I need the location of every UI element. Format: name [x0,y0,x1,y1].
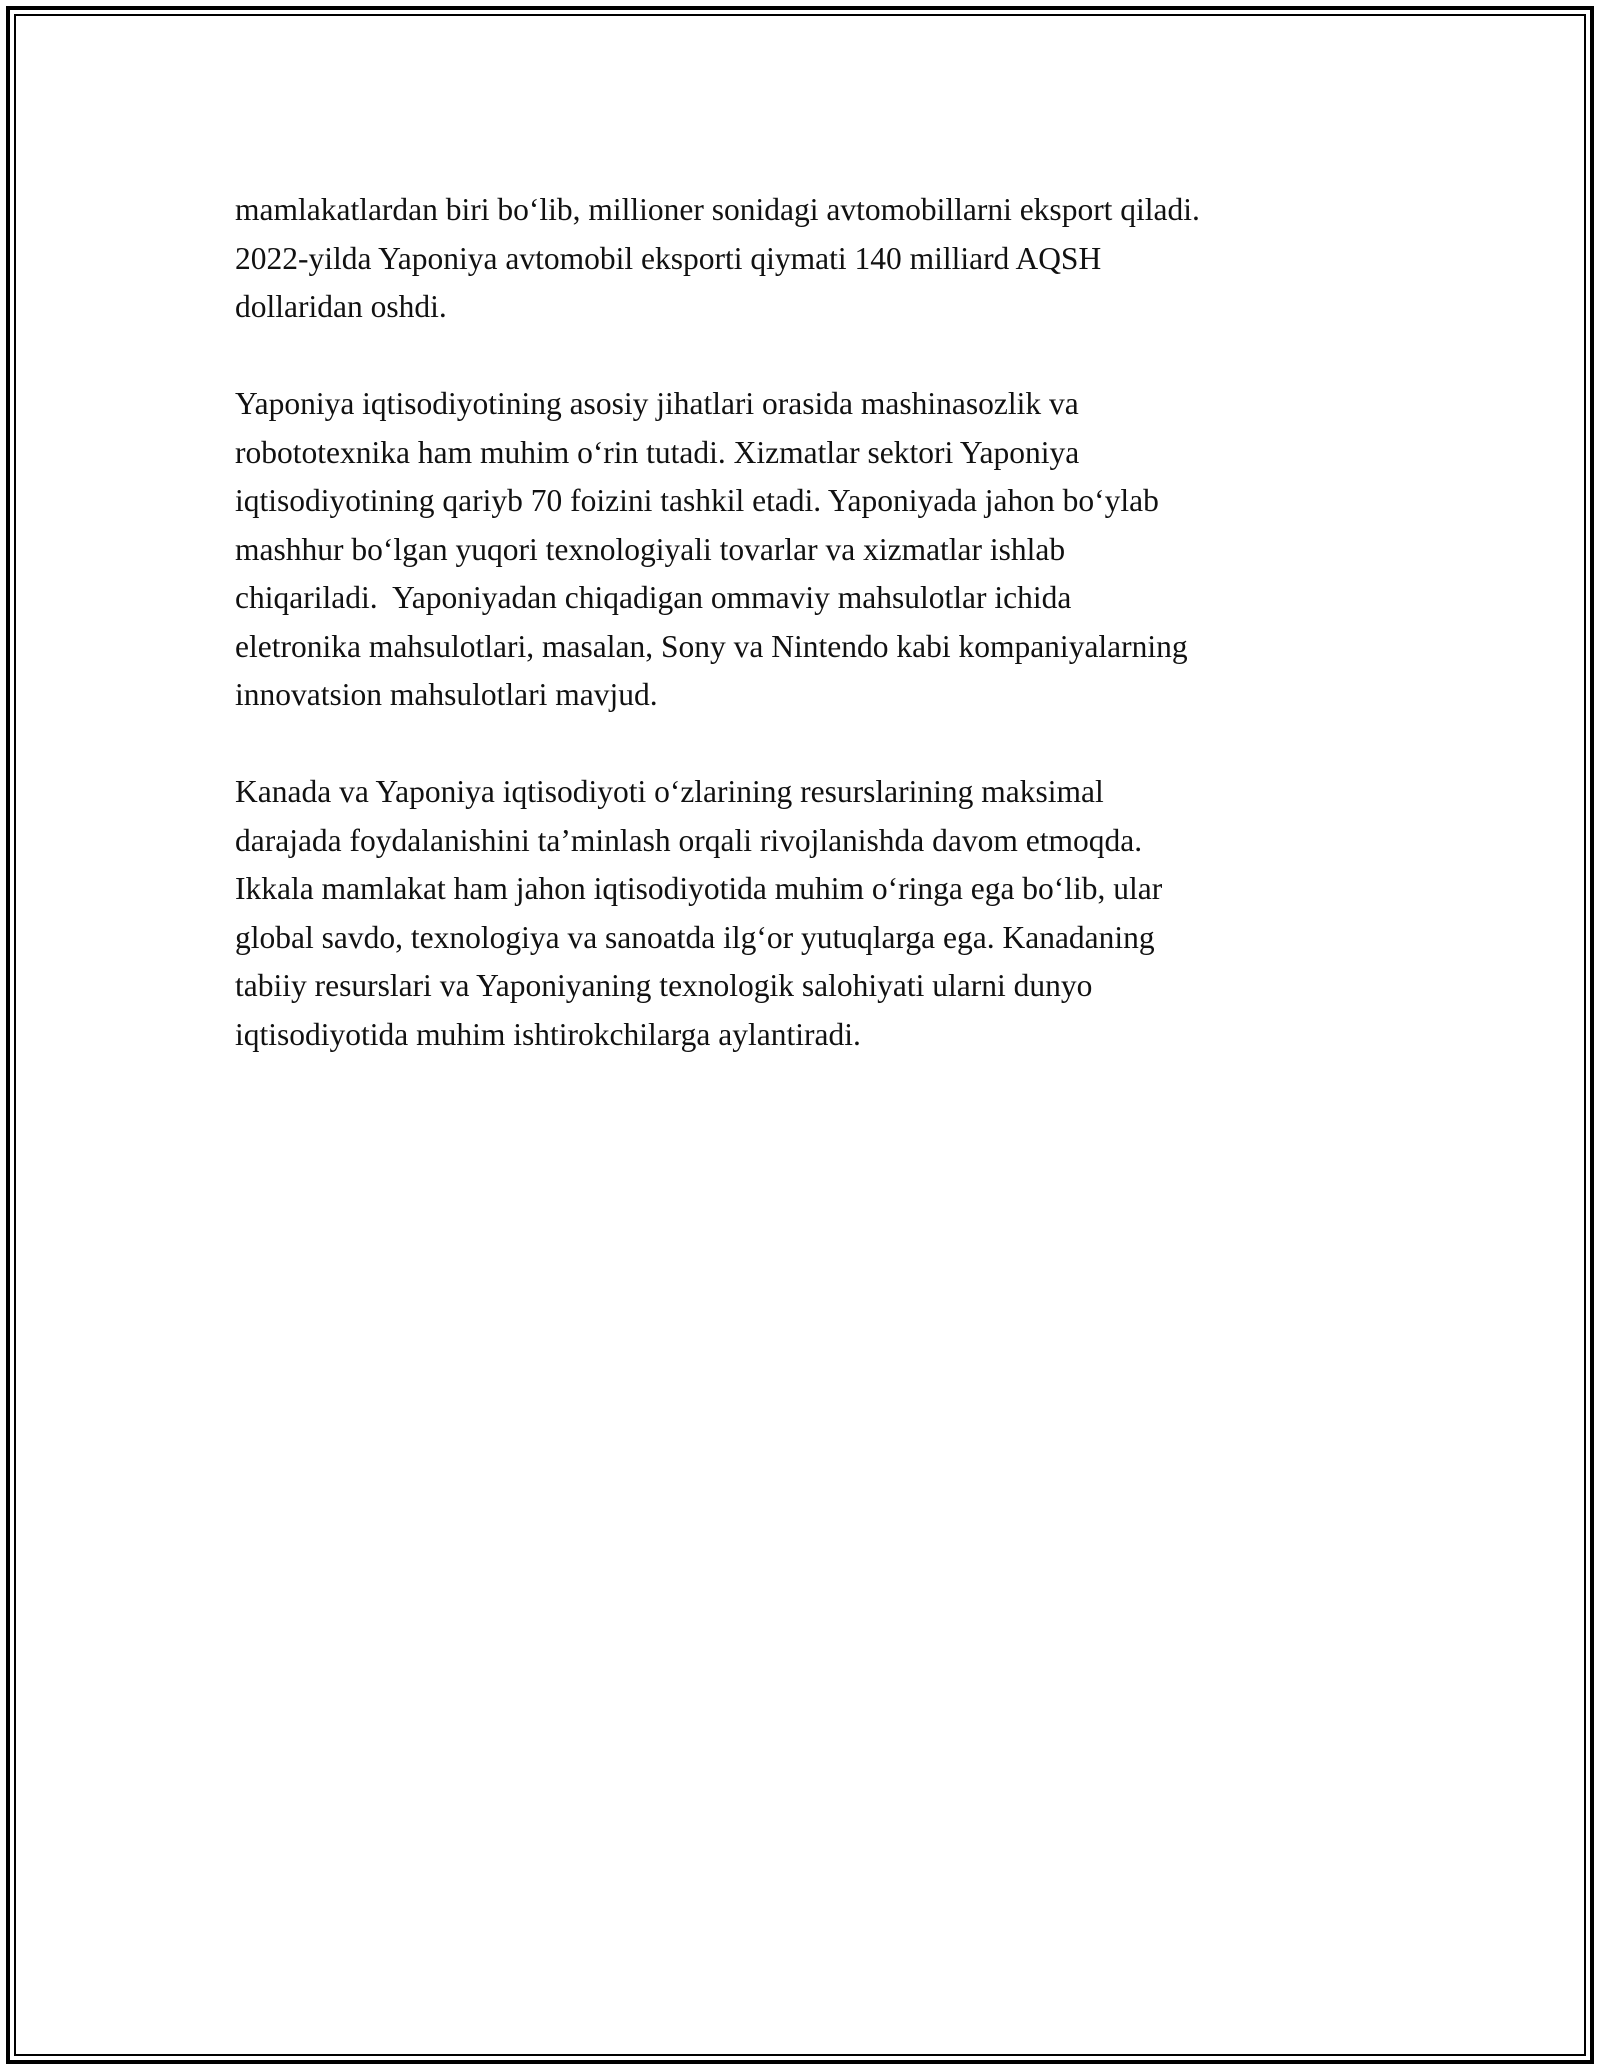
text-line: Ikkala mamlakat ham jahon iqtisodiyotida muhim o‘ringa ega bo‘lib, ular [235,871,1163,906]
text-line: eletronika mahsulotlari, masalan, Sony va Nintendo kabi kompaniyalarning [235,628,1188,664]
text-line: mashhur bo‘lgan yuqori texnologiyali tovarlar va xizmatlar ishlab [235,531,1066,567]
paragraph-car-exports [235,186,1395,332]
paragraph-conclusion [235,768,1395,1059]
text-line: 2022-yilda Yaponiya avtomobil eksporti qiymati 140 milliard AQSH [235,240,1102,276]
text-line: iqtisodiyotida muhim ishtirokchilarga aylantiradi. [235,1016,861,1052]
text-line: Yaponiya iqtisodiyotining asosiy jihatlari orasida mashinasozlik va [235,386,1079,421]
text-line: Kanada va Yaponiya iqtisodiyoti o‘zlarining resurslarining maksimal [235,774,1104,809]
text-line: tabiiy resurslari va Yaponiyaning texnologik salohiyati ularni dunyo [235,968,1093,1003]
text-line: iqtisodiyotining qariyb 70 foizini tashkil etadi. Yaponiyada jahon bo‘ylab [235,483,1159,518]
paragraph-economy-aspects [235,380,1395,720]
text-line: darajada foydalanishini ta’minlash orqali rivojlanishda davom etmoqda. [235,822,1143,858]
document-body [235,186,1395,1108]
text-line: global savdo, texnologiya va sanoatda ilg‘or yutuqlarga ega. Kanadaning [235,919,1155,955]
text-line: chiqariladi. Yaponiyadan chiqadigan ommaviy mahsulotlar ichida [235,580,1072,615]
text-line: innovatsion mahsulotlari mavjud. [235,677,658,712]
text-line: dollaridan oshdi. [235,289,447,324]
text-line: robototexnika ham muhim o‘rin tutadi. Xizmatlar sektori Yaponiya [235,434,1080,470]
text-line: mamlakatlardan biri bo‘lib, millioner sonidagi avtomobillarni eksport qiladi. [235,192,1200,227]
